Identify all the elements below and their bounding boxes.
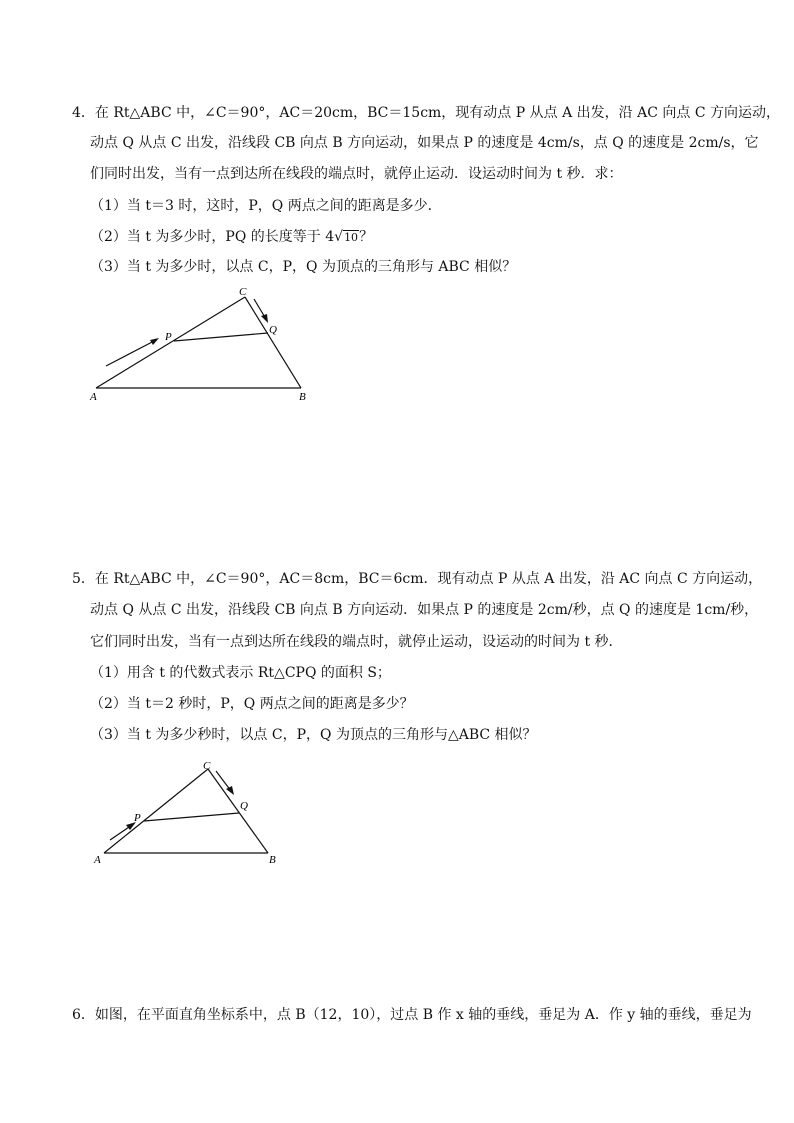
p4-question-3: （3）当 t 为多少时，以点 C，P，Q 为顶点的三角形与 ABC 相似？ <box>90 259 517 275</box>
p5-label-A: A <box>94 854 101 866</box>
p5-label-P: P <box>134 812 141 824</box>
p4-label-B: B <box>299 391 306 403</box>
p5-triangle-figure <box>88 755 298 870</box>
p4-triangle-figure <box>88 285 318 405</box>
p5-line-3: 它们同时出发，当有一点到达所在线段的端点时，就停止运动，设运动的时间为 t 秒． <box>90 634 623 650</box>
p4-question-1: （1）当 t＝3 时，这时，P，Q 两点之间的距离是多少． <box>90 198 442 214</box>
p4-q2-prefix: （2）当 t 为多少时，PQ 的长度等于 4 <box>90 229 335 245</box>
p5-label-Q: Q <box>240 800 248 812</box>
sqrt-symbol: √10 <box>334 229 359 245</box>
p4-label-A: A <box>90 391 97 403</box>
p5-line-2: 动点 Q 从点 C 出发，沿线段 CB 向点 B 方向运动．如果点 P 的速度是 2cm/秒，点 Q 的速度是 1cm/秒， <box>90 602 759 618</box>
p4-label-C: C <box>239 286 247 298</box>
p4-question-2 <box>90 228 373 247</box>
p5-question-1: （1）用含 t 的代数式表示 Rt△CPQ 的面积 S； <box>90 665 391 681</box>
p4-line-1: 4．在 Rt△ABC 中，∠C＝90°，AC＝20cm，BC＝15cm，现有动点 P 从点 A 出发，沿 AC 向点 C 方向运动， <box>72 105 780 121</box>
p5-question-2: （2）当 t＝2 秒时，P，Q 两点之间的距离是多少？ <box>90 696 414 712</box>
p4-q2-suffix: ？ <box>359 229 374 245</box>
p5-label-B: B <box>269 854 276 866</box>
p4-line-2: 动点 Q 从点 C 出发，沿线段 CB 向点 B 方向运动，如果点 P 的速度是 4cm/s，点 Q 的速度是 2cm/s，它 <box>90 135 759 151</box>
p4-label-Q: Q <box>269 324 277 336</box>
p5-label-C: C <box>203 760 211 772</box>
p5-question-3: （3）当 t 为多少秒时，以点 C，P，Q 为顶点的三角形与△ABC 相似？ <box>90 727 537 743</box>
p4-line-3: 们同时出发，当有一点到达所在线段的端点时，就停止运动．设运动时间为 t 秒．求： <box>90 166 623 182</box>
p5-line-1: 5．在 Rt△ABC 中，∠C＝90°，AC＝8cm，BC＝6cm．现有动点 P 从点 A 出发，沿 AC 向点 C 方向运动， <box>72 571 763 587</box>
p6-line-1: 6．如图，在平面直角坐标系中，点 B（12，10），过点 B 作 x 轴的垂线，垂足为 A．作 y 轴的垂线，垂足为 <box>72 1007 752 1023</box>
p4-q2-radicand: 10 <box>344 231 359 244</box>
p4-label-P: P <box>165 331 172 343</box>
